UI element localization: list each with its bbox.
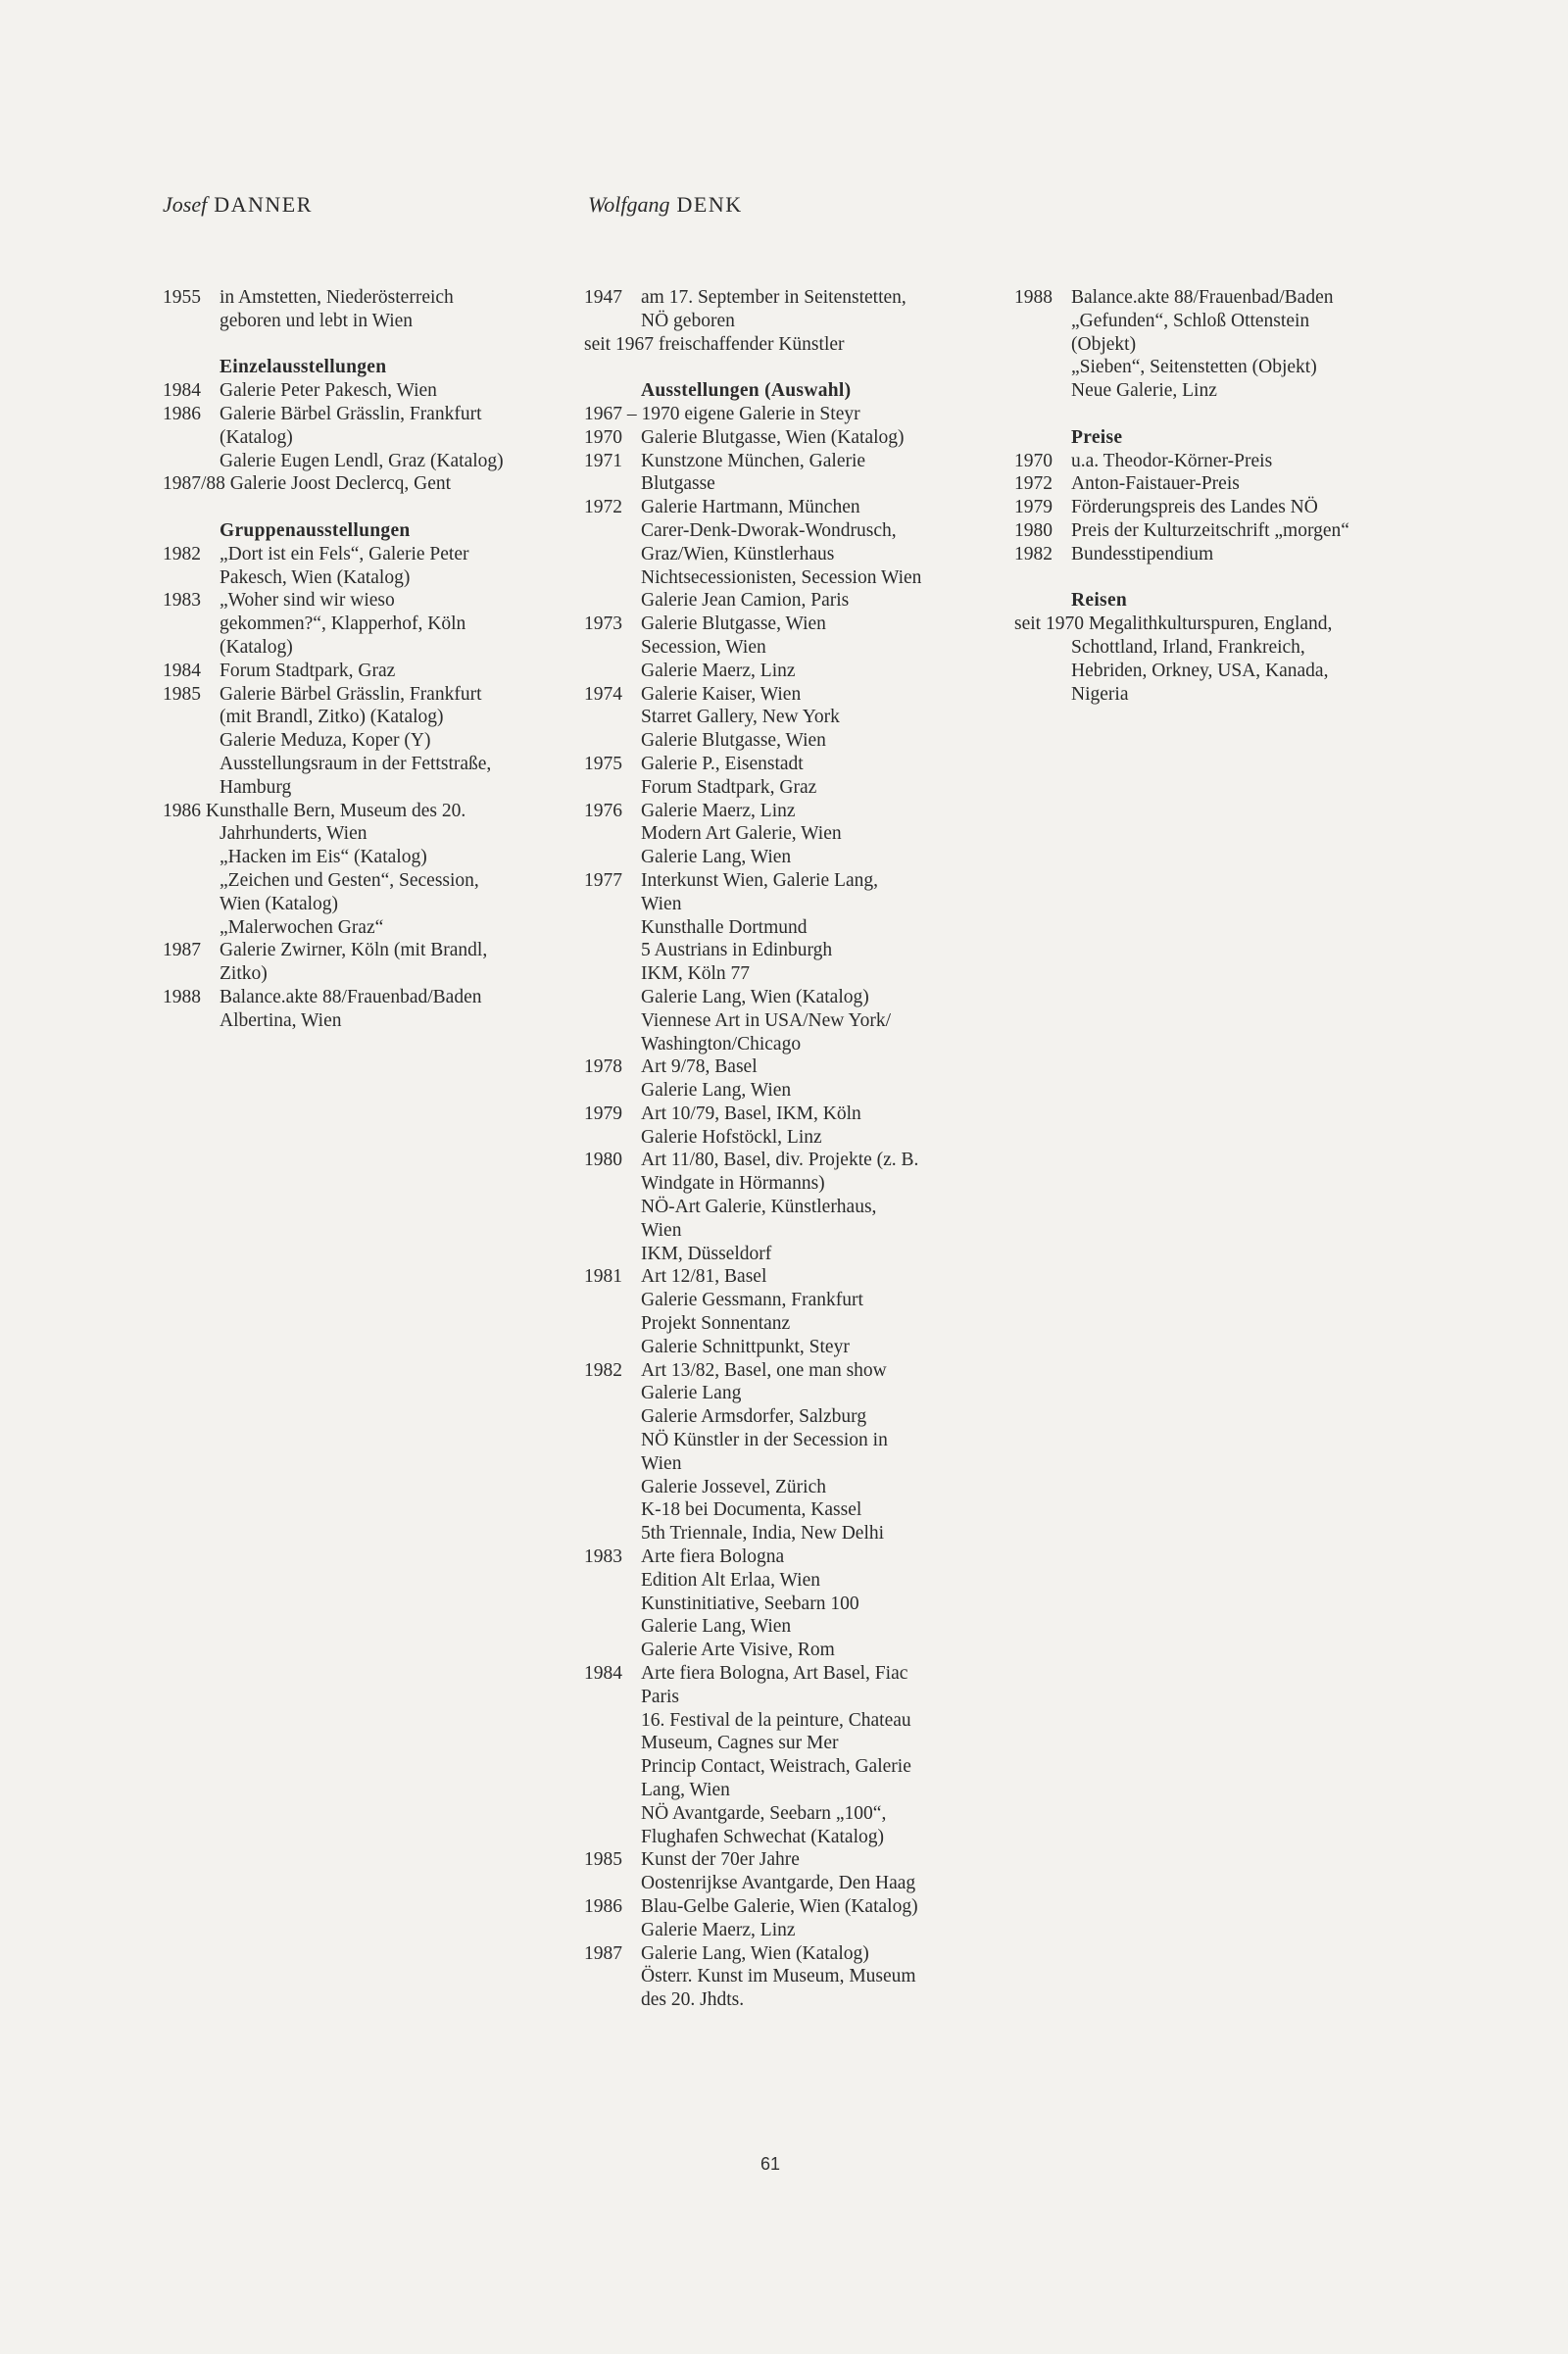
entry-line: Galerie Hartmann, München <box>641 497 860 518</box>
biography-column-danner <box>163 286 574 1033</box>
entry-year: 1987 <box>163 940 201 961</box>
biography-entry <box>584 869 986 1055</box>
entry-text <box>220 683 574 800</box>
entry-line: Galerie Eugen Lendl, Graz (Katalog) <box>220 450 504 471</box>
entry-year: 1947 <box>584 287 622 308</box>
entry-year: 1979 <box>1014 497 1053 518</box>
entry-year: 1972 <box>584 497 622 518</box>
biography-column-denk-continued <box>1014 286 1426 706</box>
biography-entry <box>584 613 986 682</box>
biography-entry <box>163 589 574 659</box>
entry-text <box>1071 450 1426 473</box>
entry-year: 1984 <box>163 380 201 402</box>
entry-continuation <box>1014 636 1426 706</box>
entry-line: Galerie Hofstöckl, Linz <box>641 1126 822 1148</box>
entry-line: Interkunst Wien, Galerie Lang, <box>641 869 878 891</box>
entry-year: 1971 <box>584 450 622 471</box>
entry-line: 1987/88 Galerie Joost Declercq, Gent <box>163 473 452 495</box>
entry-line: Forum Stadtpark, Graz <box>220 660 396 681</box>
entry-line: Galerie Bärbel Grässlin, Frankfurt <box>220 403 482 424</box>
entry-line: NÖ Künstler in der Secession in <box>641 1430 888 1451</box>
entry-line: Wien <box>641 1452 682 1474</box>
section-heading: Reisen <box>1071 590 1128 612</box>
entry-year: 1987 <box>584 1942 622 1964</box>
biography-entry <box>584 426 986 450</box>
entry-text <box>220 286 574 333</box>
entry-year-spacer <box>163 822 220 939</box>
entry-line: Carer-Denk-Dworak-Wondrusch, <box>641 519 897 541</box>
entry-line: Albertina, Wien <box>220 1009 342 1031</box>
entry-line: Viennese Art in USA/New York/ <box>641 1009 892 1031</box>
entry-line: „Sieben“, Seitenstetten (Objekt) <box>1071 357 1317 378</box>
entry-line: am 17. September in Seitenstetten, <box>641 287 906 308</box>
entry-line: „Malerwochen Graz“ <box>220 916 384 938</box>
entry-year: 1970 <box>1014 450 1053 471</box>
artist-last-name: DANNER <box>214 192 313 217</box>
entry-line: Flughafen Schwechat (Katalog) <box>641 1826 884 1847</box>
entry-line: Windgate in Hörmanns) <box>641 1173 825 1195</box>
entry-line: Galerie Peter Pakesch, Wien <box>220 380 437 402</box>
entry-line: u.a. Theodor-Körner-Preis <box>1071 450 1273 471</box>
entry-text <box>220 589 574 659</box>
artist-header-danner <box>163 192 313 218</box>
entry-year: 1982 <box>163 543 201 564</box>
entry-text <box>1071 286 1426 403</box>
entry-line: Galerie Lang, Wien <box>641 1616 792 1638</box>
entry-line: „Hacken im Eis“ (Katalog) <box>220 847 427 868</box>
entry-line: Galerie Kaiser, Wien <box>641 683 802 705</box>
entry-line: Galerie Blutgasse, Wien (Katalog) <box>641 426 905 448</box>
entry-text <box>641 450 986 497</box>
biography-entry <box>1014 286 1426 403</box>
section-heading: Preise <box>1071 426 1123 448</box>
entry-line: „Woher sind wir wieso <box>220 590 395 612</box>
entry-text <box>220 379 574 403</box>
biography-entry <box>584 1942 986 2012</box>
entry-year: 1984 <box>584 1663 622 1685</box>
entry-year: 1976 <box>584 800 622 821</box>
entry-line: Galerie Lang, Wien <box>641 847 792 868</box>
entry-line: 5 Austrians in Edinburgh <box>641 940 833 961</box>
biography-entry <box>163 800 574 940</box>
entry-year: 1975 <box>584 753 622 774</box>
entry-year: 1985 <box>163 683 201 705</box>
entry-line: (Objekt) <box>1071 333 1137 355</box>
entry-year: 1983 <box>584 1546 622 1568</box>
biography-entry <box>584 1848 986 1895</box>
biography-entry <box>584 450 986 497</box>
biography-entry <box>1014 613 1426 706</box>
entry-text <box>1071 519 1426 543</box>
entry-line: Bundesstipendium <box>1071 543 1214 564</box>
entry-line: Galerie Maerz, Linz <box>641 660 796 681</box>
entry-line: Art 10/79, Basel, IKM, Köln <box>641 1103 861 1124</box>
entry-text <box>641 1359 986 1545</box>
entry-year: 1977 <box>584 869 622 891</box>
entry-line: Galerie Lang, Wien <box>641 1080 792 1102</box>
biography-entry <box>584 1662 986 1848</box>
entry-line: Ausstellungsraum in der Fettstraße, <box>220 753 492 774</box>
entry-line: Galerie P., Eisenstadt <box>641 753 804 774</box>
entry-text <box>220 822 574 939</box>
entry-line: in Amstetten, Niederösterreich <box>220 287 454 308</box>
entry-text <box>220 986 574 1033</box>
entry-line: Galerie Lang <box>641 1383 742 1404</box>
entry-line: Princip Contact, Weistrach, Galerie <box>641 1756 911 1778</box>
entry-line: Galerie Jean Camion, Paris <box>641 590 850 612</box>
entry-line: (Katalog) <box>220 426 293 448</box>
entry-line: IKM, Düsseldorf <box>641 1243 772 1264</box>
entry-line: Kunsthalle Dortmund <box>641 916 808 938</box>
entry-text <box>641 613 986 682</box>
entry-line: Wien <box>641 893 682 914</box>
entry-line: Galerie Lang, Wien (Katalog) <box>641 986 869 1007</box>
entry-line: „Zeichen und Gesten“, Secession, <box>220 869 479 891</box>
entry-year: 1984 <box>163 660 201 681</box>
entry-line: Wien <box>641 1219 682 1241</box>
entry-year: 1986 <box>584 1895 622 1917</box>
entry-line: 5th Triennale, India, New Delhi <box>641 1523 885 1545</box>
biography-entry <box>163 683 574 800</box>
entry-line: Washington/Chicago <box>641 1033 802 1054</box>
entry-text <box>641 496 986 613</box>
entry-text <box>641 753 986 800</box>
biography-entry <box>584 286 986 333</box>
entry-line: Balance.akte 88/Frauenbad/Baden <box>1071 287 1334 308</box>
artist-header-denk <box>588 192 743 218</box>
biography-entry <box>584 1359 986 1545</box>
entry-text <box>641 286 986 333</box>
entry-line: Galerie Meduza, Koper (Y) <box>220 730 431 752</box>
biography-entry <box>584 800 986 869</box>
entry-line: Museum, Cagnes sur Mer <box>641 1733 839 1754</box>
entry-line: Galerie Maerz, Linz <box>641 1919 796 1940</box>
entry-year: 1982 <box>584 1359 622 1381</box>
entry-line: Secession, Wien <box>641 636 766 658</box>
biography-entry <box>584 1895 986 1942</box>
entry-line: „Gefunden“, Schloß Ottenstein <box>1071 310 1310 331</box>
entry-year: 1979 <box>584 1103 622 1124</box>
entry-line: Arte fiera Bologna <box>641 1546 785 1568</box>
entry-line: Paris <box>641 1686 679 1707</box>
entry-line: Galerie Jossevel, Zürich <box>641 1476 826 1497</box>
biography-entry <box>163 379 574 403</box>
entry-text <box>641 426 986 450</box>
entry-text <box>163 472 574 496</box>
section-heading: Einzelausstellungen <box>220 357 387 378</box>
entry-line: Arte fiera Bologna, Art Basel, Fiac <box>641 1663 908 1685</box>
entry-line: Neue Galerie, Linz <box>1071 380 1217 402</box>
entry-text <box>220 660 574 683</box>
entry-line: Schottland, Irland, Frankreich, <box>1071 636 1305 658</box>
biography-entry <box>1014 496 1426 519</box>
entry-year: 1985 <box>584 1849 622 1871</box>
biography-entry <box>584 1103 986 1150</box>
biography-entry <box>1014 519 1426 543</box>
entry-line: Preis der Kulturzeitschrift „morgen“ <box>1071 519 1349 541</box>
entry-line: IKM, Köln 77 <box>641 963 751 985</box>
biography-entry <box>1014 450 1426 473</box>
entry-line: (mit Brandl, Zitko) (Katalog) <box>220 707 444 728</box>
entry-year: 1970 <box>584 426 622 448</box>
entry-line: Galerie Schnittpunkt, Steyr <box>641 1336 850 1357</box>
entry-text <box>641 1265 986 1358</box>
entry-line: NÖ-Art Galerie, Künstlerhaus, <box>641 1197 877 1218</box>
entry-line: Galerie Lang, Wien (Katalog) <box>641 1942 869 1964</box>
biography-entry <box>584 403 986 426</box>
entry-line: Zitko) <box>220 963 268 985</box>
entry-year: 1986 <box>163 403 201 424</box>
biography-column-denk <box>584 286 986 2012</box>
entry-line: Galerie Zwirner, Köln (mit Brandl, <box>220 940 488 961</box>
entry-line: Pakesch, Wien (Katalog) <box>220 566 411 588</box>
entry-line: Lang, Wien <box>641 1780 730 1800</box>
entry-text <box>641 1942 986 2012</box>
entry-line: Galerie Blutgasse, Wien <box>641 730 826 752</box>
entry-line: Blutgasse <box>641 473 715 495</box>
entry-year: 1974 <box>584 683 622 705</box>
entry-text <box>220 939 574 986</box>
entry-line: NÖ geboren <box>641 310 735 331</box>
entry-text <box>584 403 986 426</box>
entry-text <box>641 1055 986 1103</box>
entry-line: (Katalog) <box>220 636 293 658</box>
entry-line: Edition Alt Erlaa, Wien <box>641 1569 820 1591</box>
biography-entry <box>584 753 986 800</box>
biography-entry <box>163 286 574 333</box>
entry-line: Art 13/82, Basel, one man show <box>641 1359 887 1381</box>
entry-year: 1983 <box>163 590 201 612</box>
entry-year: 1978 <box>584 1056 622 1078</box>
entry-line: Oostenrijkse Avantgarde, Den Haag <box>641 1873 916 1894</box>
entry-line: Forum Stadtpark, Graz <box>641 776 817 798</box>
biography-entry <box>584 1545 986 1662</box>
entry-line: Jahrhunderts, Wien <box>220 823 368 845</box>
entry-line: seit 1970 Megalithkulturspuren, England, <box>1014 613 1333 635</box>
entry-text <box>584 333 986 357</box>
entry-line: Galerie Maerz, Linz <box>641 800 796 821</box>
entry-year: 1972 <box>1014 473 1053 495</box>
entry-line: 1967 – 1970 eigene Galerie in Steyr <box>584 403 860 424</box>
entry-text <box>641 1662 986 1848</box>
biography-entry <box>163 543 574 590</box>
entry-line: Nigeria <box>1071 683 1129 705</box>
entry-line: Graz/Wien, Künstlerhaus <box>641 543 835 564</box>
section-heading: Ausstellungen (Auswahl) <box>641 380 852 402</box>
entry-text <box>1071 496 1426 519</box>
entry-line: Starret Gallery, New York <box>641 707 840 728</box>
biography-entry <box>584 1265 986 1358</box>
entry-text <box>641 1545 986 1662</box>
biography-entry <box>584 333 986 357</box>
entry-year-spacer <box>1014 636 1071 706</box>
artist-first-name: Wolfgang <box>588 192 670 217</box>
artist-last-name: DENK <box>676 192 743 217</box>
biography-entry <box>163 660 574 683</box>
entry-line: Kunst der 70er Jahre <box>641 1849 800 1871</box>
entry-year: 1980 <box>1014 519 1053 541</box>
entry-line: Art 12/81, Basel <box>641 1266 767 1288</box>
entry-line: Hebriden, Orkney, USA, Kanada, <box>1071 660 1329 681</box>
entry-text <box>220 403 574 472</box>
entry-line: Wien (Katalog) <box>220 893 339 914</box>
entry-line: gekommen?“, Klapperhof, Köln <box>220 613 466 635</box>
entry-line: Förderungspreis des Landes NÖ <box>1071 497 1318 518</box>
entry-line: Galerie Gessmann, Frankfurt <box>641 1290 863 1311</box>
entry-line: K-18 bei Documenta, Kassel <box>641 1499 862 1521</box>
entry-text <box>641 800 986 869</box>
biography-entry <box>163 939 574 986</box>
biography-entry <box>163 986 574 1033</box>
biography-entry <box>1014 543 1426 566</box>
entry-text <box>641 869 986 1055</box>
entry-line: 16. Festival de la peinture, Chateau <box>641 1709 911 1731</box>
biography-entry <box>163 403 574 472</box>
entry-line: Nichtsecessionisten, Secession Wien <box>641 566 922 588</box>
entry-year: 1988 <box>1014 287 1053 308</box>
entry-text <box>641 1103 986 1150</box>
entry-line: Balance.akte 88/Frauenbad/Baden <box>220 986 482 1007</box>
entry-line: seit 1967 freischaffender Künstler <box>584 333 845 355</box>
entry-line: Österr. Kunst im Museum, Museum <box>641 1966 916 1987</box>
entry-line: Galerie Arte Visive, Rom <box>641 1640 835 1661</box>
entry-line: NÖ Avantgarde, Seebarn „100“, <box>641 1802 887 1824</box>
entry-year: 1988 <box>163 986 201 1007</box>
entry-line: Anton-Faistauer-Preis <box>1071 473 1240 495</box>
entry-line: Hamburg <box>220 776 292 798</box>
entry-line: Galerie Blutgasse, Wien <box>641 613 826 635</box>
entry-line: Projekt Sonnentanz <box>641 1313 791 1335</box>
artist-first-name: Josef <box>163 192 208 217</box>
entry-text <box>1071 543 1426 566</box>
page-number: 61 <box>760 2154 781 2174</box>
entry-line: 1986 Kunsthalle Bern, Museum des 20. <box>163 800 466 821</box>
biography-entry <box>1014 472 1426 496</box>
entry-line: Art 9/78, Basel <box>641 1056 758 1078</box>
entry-year: 1973 <box>584 613 622 635</box>
biography-entry <box>584 1149 986 1265</box>
biography-entry <box>584 683 986 753</box>
entry-text <box>641 1149 986 1265</box>
biography-entry <box>163 472 574 496</box>
entry-line: Galerie Armsdorfer, Salzburg <box>641 1406 867 1428</box>
entry-year: 1955 <box>163 287 201 308</box>
entry-line: des 20. Jhdts. <box>641 1989 745 2011</box>
entry-line: Modern Art Galerie, Wien <box>641 823 842 845</box>
entry-text <box>641 683 986 753</box>
entry-year: 1980 <box>584 1150 622 1171</box>
entry-year: 1982 <box>1014 543 1053 564</box>
entry-text <box>1071 636 1426 706</box>
biography-entry <box>584 1055 986 1103</box>
entry-line: Kunstinitiative, Seebarn 100 <box>641 1593 859 1614</box>
entry-year: 1981 <box>584 1266 622 1288</box>
entry-continuation <box>163 822 574 939</box>
entry-line: Art 11/80, Basel, div. Projekte (z. B. <box>641 1150 919 1171</box>
entry-text <box>1071 472 1426 496</box>
entry-line: Blau-Gelbe Galerie, Wien (Katalog) <box>641 1895 918 1917</box>
entry-line: geboren und lebt in Wien <box>220 310 414 331</box>
entry-line: Kunstzone München, Galerie <box>641 450 866 471</box>
entry-text <box>641 1895 986 1942</box>
entry-text <box>220 543 574 590</box>
entry-line: „Dort ist ein Fels“, Galerie Peter <box>220 543 469 564</box>
entry-line: Galerie Bärbel Grässlin, Frankfurt <box>220 683 482 705</box>
biography-entry <box>584 496 986 613</box>
entry-text <box>641 1848 986 1895</box>
section-heading: Gruppenausstellungen <box>220 519 411 541</box>
